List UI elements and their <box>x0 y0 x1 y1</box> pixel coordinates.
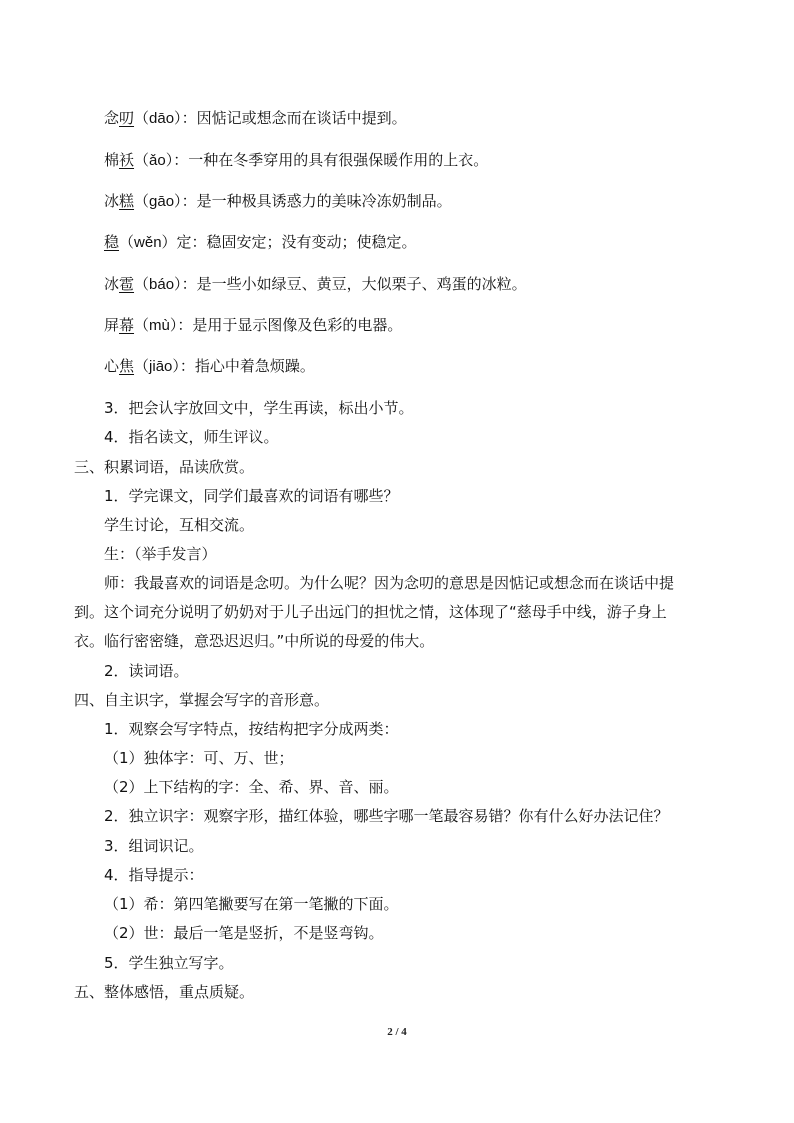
sub-item: （2）上下结构的字：全、希、界、音、丽。 <box>104 778 399 796</box>
vocab-entry: 屏幕（mù）：是用于显示图像及色彩的电器。 <box>104 316 403 334</box>
page-number: 2 / 4 <box>387 1026 407 1038</box>
paragraph: 衣。临行密密缝，意恐迟迟归。”中所说的母爱的伟大。 <box>74 632 435 650</box>
vocab-entry: 冰雹（báo）：是一些小如绿豆、黄豆，大似栗子、鸡蛋的冰粒。 <box>104 275 527 293</box>
step-item: 4．指导提示： <box>104 866 204 884</box>
paragraph: 生：（举手发言） <box>104 545 217 563</box>
step-item: 2．读词语。 <box>104 662 189 680</box>
section-heading: 四、自主识字，掌握会写字的音形意。 <box>74 691 330 709</box>
vocab-entry: 冰糕（gāo）：是一种极具诱惑力的美味冷冻奶制品。 <box>104 192 452 210</box>
sub-item: （1）希：第四笔撇要写在第一笔撇的下面。 <box>104 895 399 913</box>
vocab-entry: 念叨（dāo）：因惦记或想念而在谈话中提到。 <box>104 109 407 127</box>
sub-item: （1）独体字：可、万、世； <box>104 749 294 767</box>
paragraph: 师：我最喜欢的词语是念叨。为什么呢？因为念叨的意思是因惦记或想念而在谈话中提 <box>104 574 675 592</box>
section-heading: 三、积累词语，品读欣赏。 <box>74 458 255 476</box>
vocab-entry: 稳（wěn）定：稳固安定；没有变动；使稳定。 <box>104 233 417 251</box>
vocab-entry: 心焦（jiāo）：指心中着急烦躁。 <box>104 357 315 375</box>
step-item: 2．独立识字：观察字形，描红体验，哪些字哪一笔最容易错？你有什么好办法记住？ <box>104 807 669 825</box>
step-item: 3．把会认字放回文中，学生再读，标出小节。 <box>104 399 414 417</box>
paragraph: 到。这个词充分说明了奶奶对于儿子出远门的担忧之情，这体现了“慈母手中线，游子身上 <box>74 603 667 621</box>
step-item: 4．指名读文，师生评议。 <box>104 428 279 446</box>
step-item: 5．学生独立写字。 <box>104 954 234 972</box>
vocab-entry: 棉袄（ǎo）：一种在冬季穿用的具有很强保暖作用的上衣。 <box>104 151 489 169</box>
section-heading: 五、整体感悟，重点质疑。 <box>74 983 255 1001</box>
paragraph: 学生讨论，互相交流。 <box>104 516 255 534</box>
step-item: 1．学完课文，同学们最喜欢的词语有哪些？ <box>104 487 399 505</box>
step-item: 1．观察会写字特点，按结构把字分成两类： <box>104 720 399 738</box>
sub-item: （2）世：最后一笔是竖折，不是竖弯钩。 <box>104 924 384 942</box>
step-item: 3．组词识记。 <box>104 837 204 855</box>
